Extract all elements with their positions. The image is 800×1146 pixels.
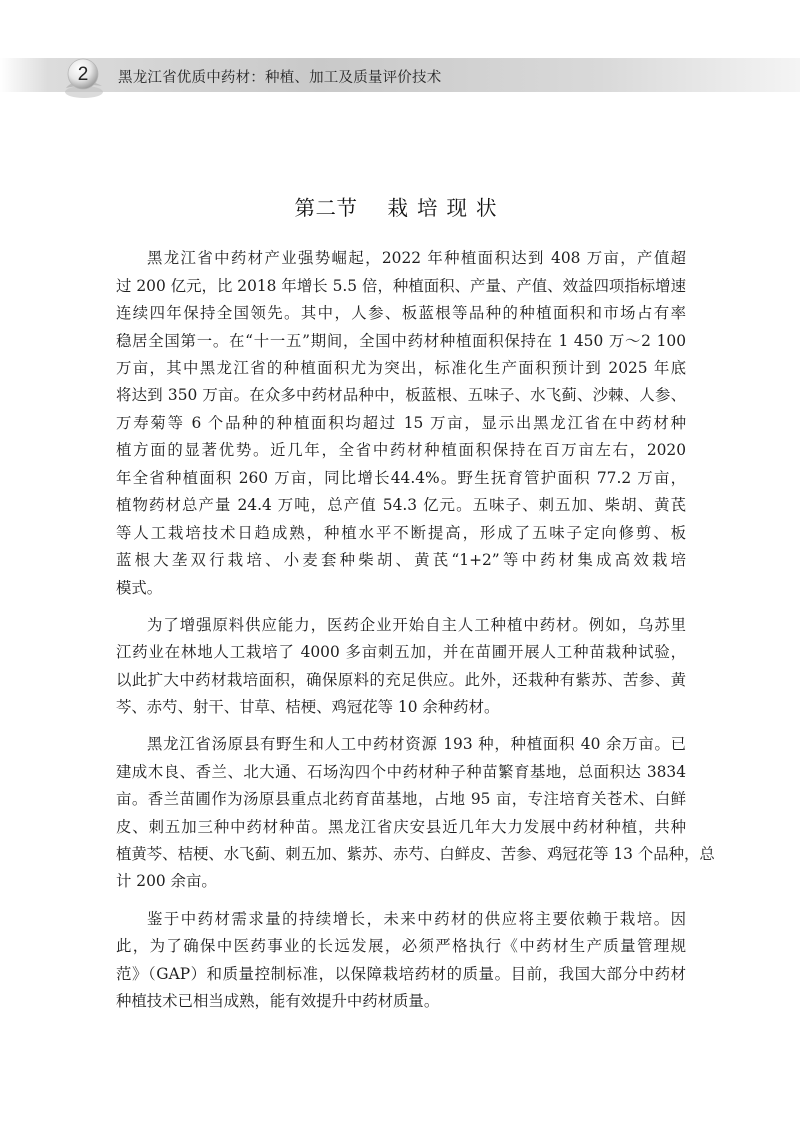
body-text-line: 计 200 余亩。 <box>116 872 217 890</box>
body-text-line: 万寿菊等 6 个品种的种植面积均超过 15 万亩，显示出黑龙江省在中药材种 <box>116 414 686 432</box>
section-number: 第二节 <box>294 196 358 220</box>
running-title: 黑龙江省优质中药材：种植、加工及质量评价技术 <box>118 70 442 86</box>
body-text-line: 连续四年保持全国领先。其中，人参、板蓝根等品种的种植面积和市场占有率 <box>116 304 686 322</box>
body-text-line: 芩、赤芍、射干、甘草、桔梗、鸡冠花等 10 余种药材。 <box>116 698 500 716</box>
section-title: 栽培现状 <box>387 196 506 220</box>
body-text-line: 植方面的显著优势。近几年，全省中药材种植面积保持在百万亩左右，2020 <box>116 441 686 459</box>
body-text-line: 黑龙江省中药材产业强势崛起，2022 年种植面积达到 408 万亩，产值超 <box>147 249 686 267</box>
body-text-line: 为了增强原料供应能力，医药企业开始自主人工种植中药材。例如，乌苏里 <box>147 616 686 634</box>
body-text-line: 蓝根大垄双行栽培、小麦套种柴胡、黄芪“1+2”等中药材集成高效栽培 <box>116 551 686 569</box>
body-text-line: 年全省种植面积 260 万亩，同比增长44.4%。野生抚育管护面积 77.2 万亩， <box>116 469 686 487</box>
body-text-line: 黑龙江省汤原县有野生和人工中药材资源 193 种，种植面积 40 余万亩。已 <box>147 735 686 753</box>
body-text-line: 稳居全国第一。在“十一五”期间，全国中药材种植面积保持在 1 450 万～2 100 <box>116 332 686 350</box>
body-text-line: 建成木良、香兰、北大通、石场沟四个中药材种子种苗繁育基地，总面积达 3834 <box>116 763 686 781</box>
body-text-line: 此，为了确保中医药事业的长远发展，必须严格执行《中药材生产质量管理规 <box>116 937 686 955</box>
body-text-line: 等人工栽培技术日趋成熟，种植水平不断提高，形成了五味子定向修剪、板 <box>116 524 686 542</box>
body-text-line: 以此扩大中药材栽培面积，确保原料的充足供应。此外，还栽种有紫苏、苦参、黄 <box>116 671 686 689</box>
body-text-line: 植物药材总产量 24.4 万吨，总产值 54.3 亿元。五味子、刺五加、柴胡、黄芪 <box>116 496 686 514</box>
body-text-line: 将达到 350 万亩。在众多中药材品种中，板蓝根、五味子、水飞蓟、沙棘、人参、 <box>116 386 686 404</box>
body-text-line: 种植技术已相当成熟，能有效提升中药材质量。 <box>116 992 440 1010</box>
body-text-line: 亩。香兰苗圃作为汤原县重点北药育苗基地，占地 95 亩，专注培育关苍术、白鲜 <box>116 790 686 808</box>
page-number: 2 <box>77 64 89 85</box>
body-text-line: 过 200 亿元，比 2018 年增长 5.5 倍，种植面积、产量、产值、效益四项指标增速 <box>116 277 686 295</box>
body-text-line: 鉴于中药材需求量的持续增长，未来中药材的供应将主要依赖于栽培。因 <box>147 910 686 928</box>
body-text-line: 范》（GAP）和质量控制标准，以保障栽培药材的质量。目前，我国大部分中药材 <box>116 965 686 983</box>
body-text-line: 万亩，其中黑龙江省的种植面积尤为突出，标准化生产面积预计到 2025 年底 <box>116 359 686 377</box>
body-text-line: 植黄芩、桔梗、水飞蓟、刺五加、紫苏、赤芍、白鲜皮、苦参、鸡冠花等 13 个品种，总 <box>116 845 715 863</box>
section-heading <box>0 191 800 221</box>
body-text-line: 皮、刺五加三种中药材种苗。黑龙江省庆安县近几年大力发展中药材种植，共种 <box>116 818 686 836</box>
body-text-line: 模式。 <box>116 579 163 597</box>
body-text-line: 江药业在林地人工栽培了 4000 多亩刺五加，并在苗圃开展人工种苗栽种试验， <box>116 643 686 661</box>
